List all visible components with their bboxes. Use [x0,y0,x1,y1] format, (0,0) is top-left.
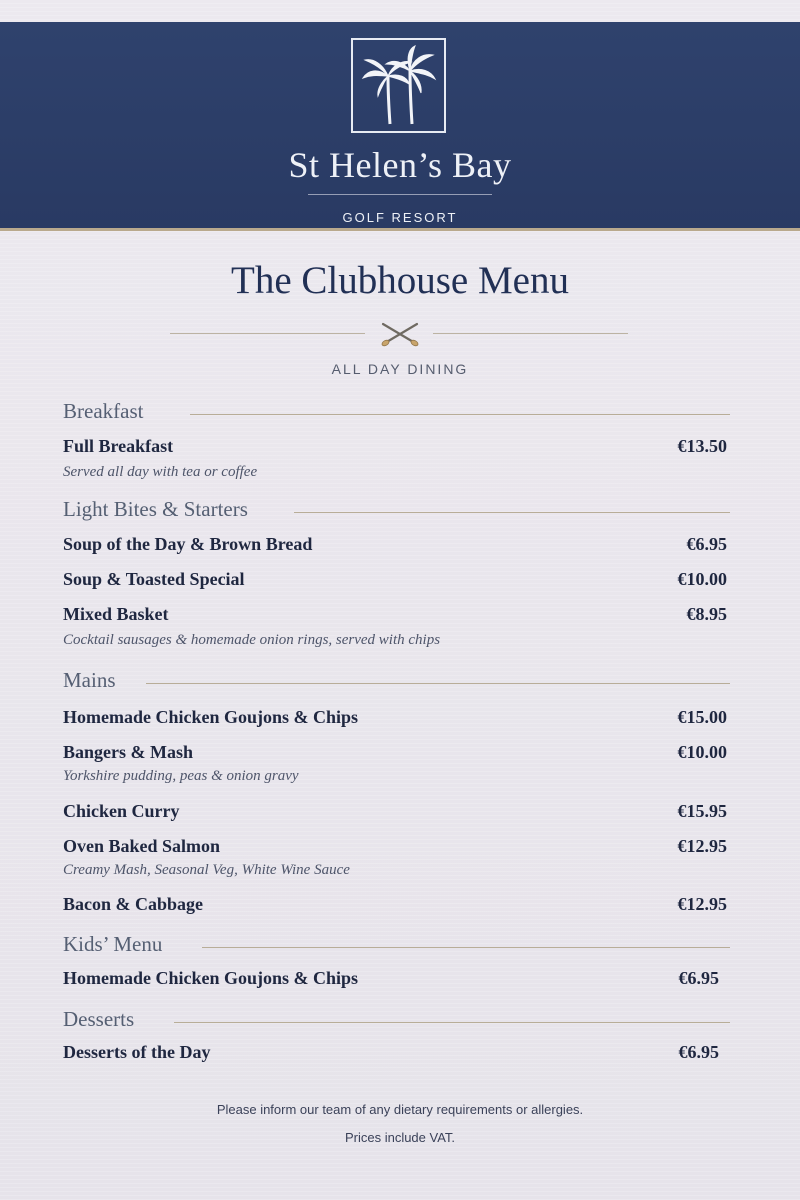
section-rule [202,947,730,948]
resort-name: St Helen’s Bay [288,145,512,185]
menu-item-description: Yorkshire pudding, peas & onion gravy [63,768,299,784]
section-rule [146,683,730,684]
menu-item-name: Desserts of the Day [63,1042,211,1062]
menu-item-price: €6.95 [678,968,719,988]
menu-item-price: €12.95 [677,894,727,914]
resort-header [0,22,800,231]
resort-logo [351,38,446,133]
menu-item-price: €6.95 [686,534,727,554]
section-heading-kids: Kids’ Menu [63,932,163,956]
menu-item-price: €8.95 [686,604,727,624]
menu-item-price: €10.00 [677,742,727,762]
section-rule [174,1022,730,1023]
menu-item-name: Soup & Toasted Special [63,569,245,589]
vat-note: Prices include VAT. [344,1130,456,1145]
palm-trees-icon [353,40,444,131]
menu-title: The Clubhouse Menu [231,259,569,302]
menu-item-price: €6.95 [678,1042,719,1062]
menu-item-name: Bangers & Mash [63,742,193,762]
menu-item-name: Full Breakfast [63,436,174,456]
menu-item-price: €12.95 [677,836,727,856]
section-rule [190,414,730,415]
title-rule-right [433,333,628,334]
menu-item-name: Homemade Chicken Goujons & Chips [63,707,359,727]
section-rule [294,512,730,513]
section-heading-light-bites: Light Bites & Starters [63,497,248,521]
menu-item-price: €15.00 [677,707,727,727]
menu-item-description: Cocktail sausages & homemade onion rings, served with chips [63,632,441,648]
menu-item-description: Creamy Mash, Seasonal Veg, White Wine Sauce [63,862,350,878]
menu-item-price: €15.95 [677,801,727,821]
allergy-note: Please inform our team of any dietary requirements or allergies. [216,1102,584,1117]
menu-item-name: Soup of the Day & Brown Bread [63,534,313,554]
menu-item-price: €10.00 [677,569,727,589]
crossed-cutlery-icon [375,320,425,348]
menu-item-name: Chicken Curry [63,801,180,821]
menu-item-name: Oven Baked Salmon [63,836,221,856]
brand-divider [308,194,492,195]
title-rule-left [170,333,365,334]
menu-item-name: Homemade Chicken Goujons & Chips [63,968,359,988]
section-heading-mains: Mains [63,668,116,692]
section-heading-breakfast: Breakfast [63,399,144,423]
menu-item-name: Bacon & Cabbage [63,894,204,914]
menu-subtitle: ALL DAY DINING [331,361,469,377]
section-heading-desserts: Desserts [63,1007,135,1031]
menu-item-price: €13.50 [677,436,727,456]
resort-subtitle: GOLF RESORT [342,210,458,225]
menu-item-description: Served all day with tea or coffee [63,464,258,480]
menu-item-name: Mixed Basket [63,604,169,624]
